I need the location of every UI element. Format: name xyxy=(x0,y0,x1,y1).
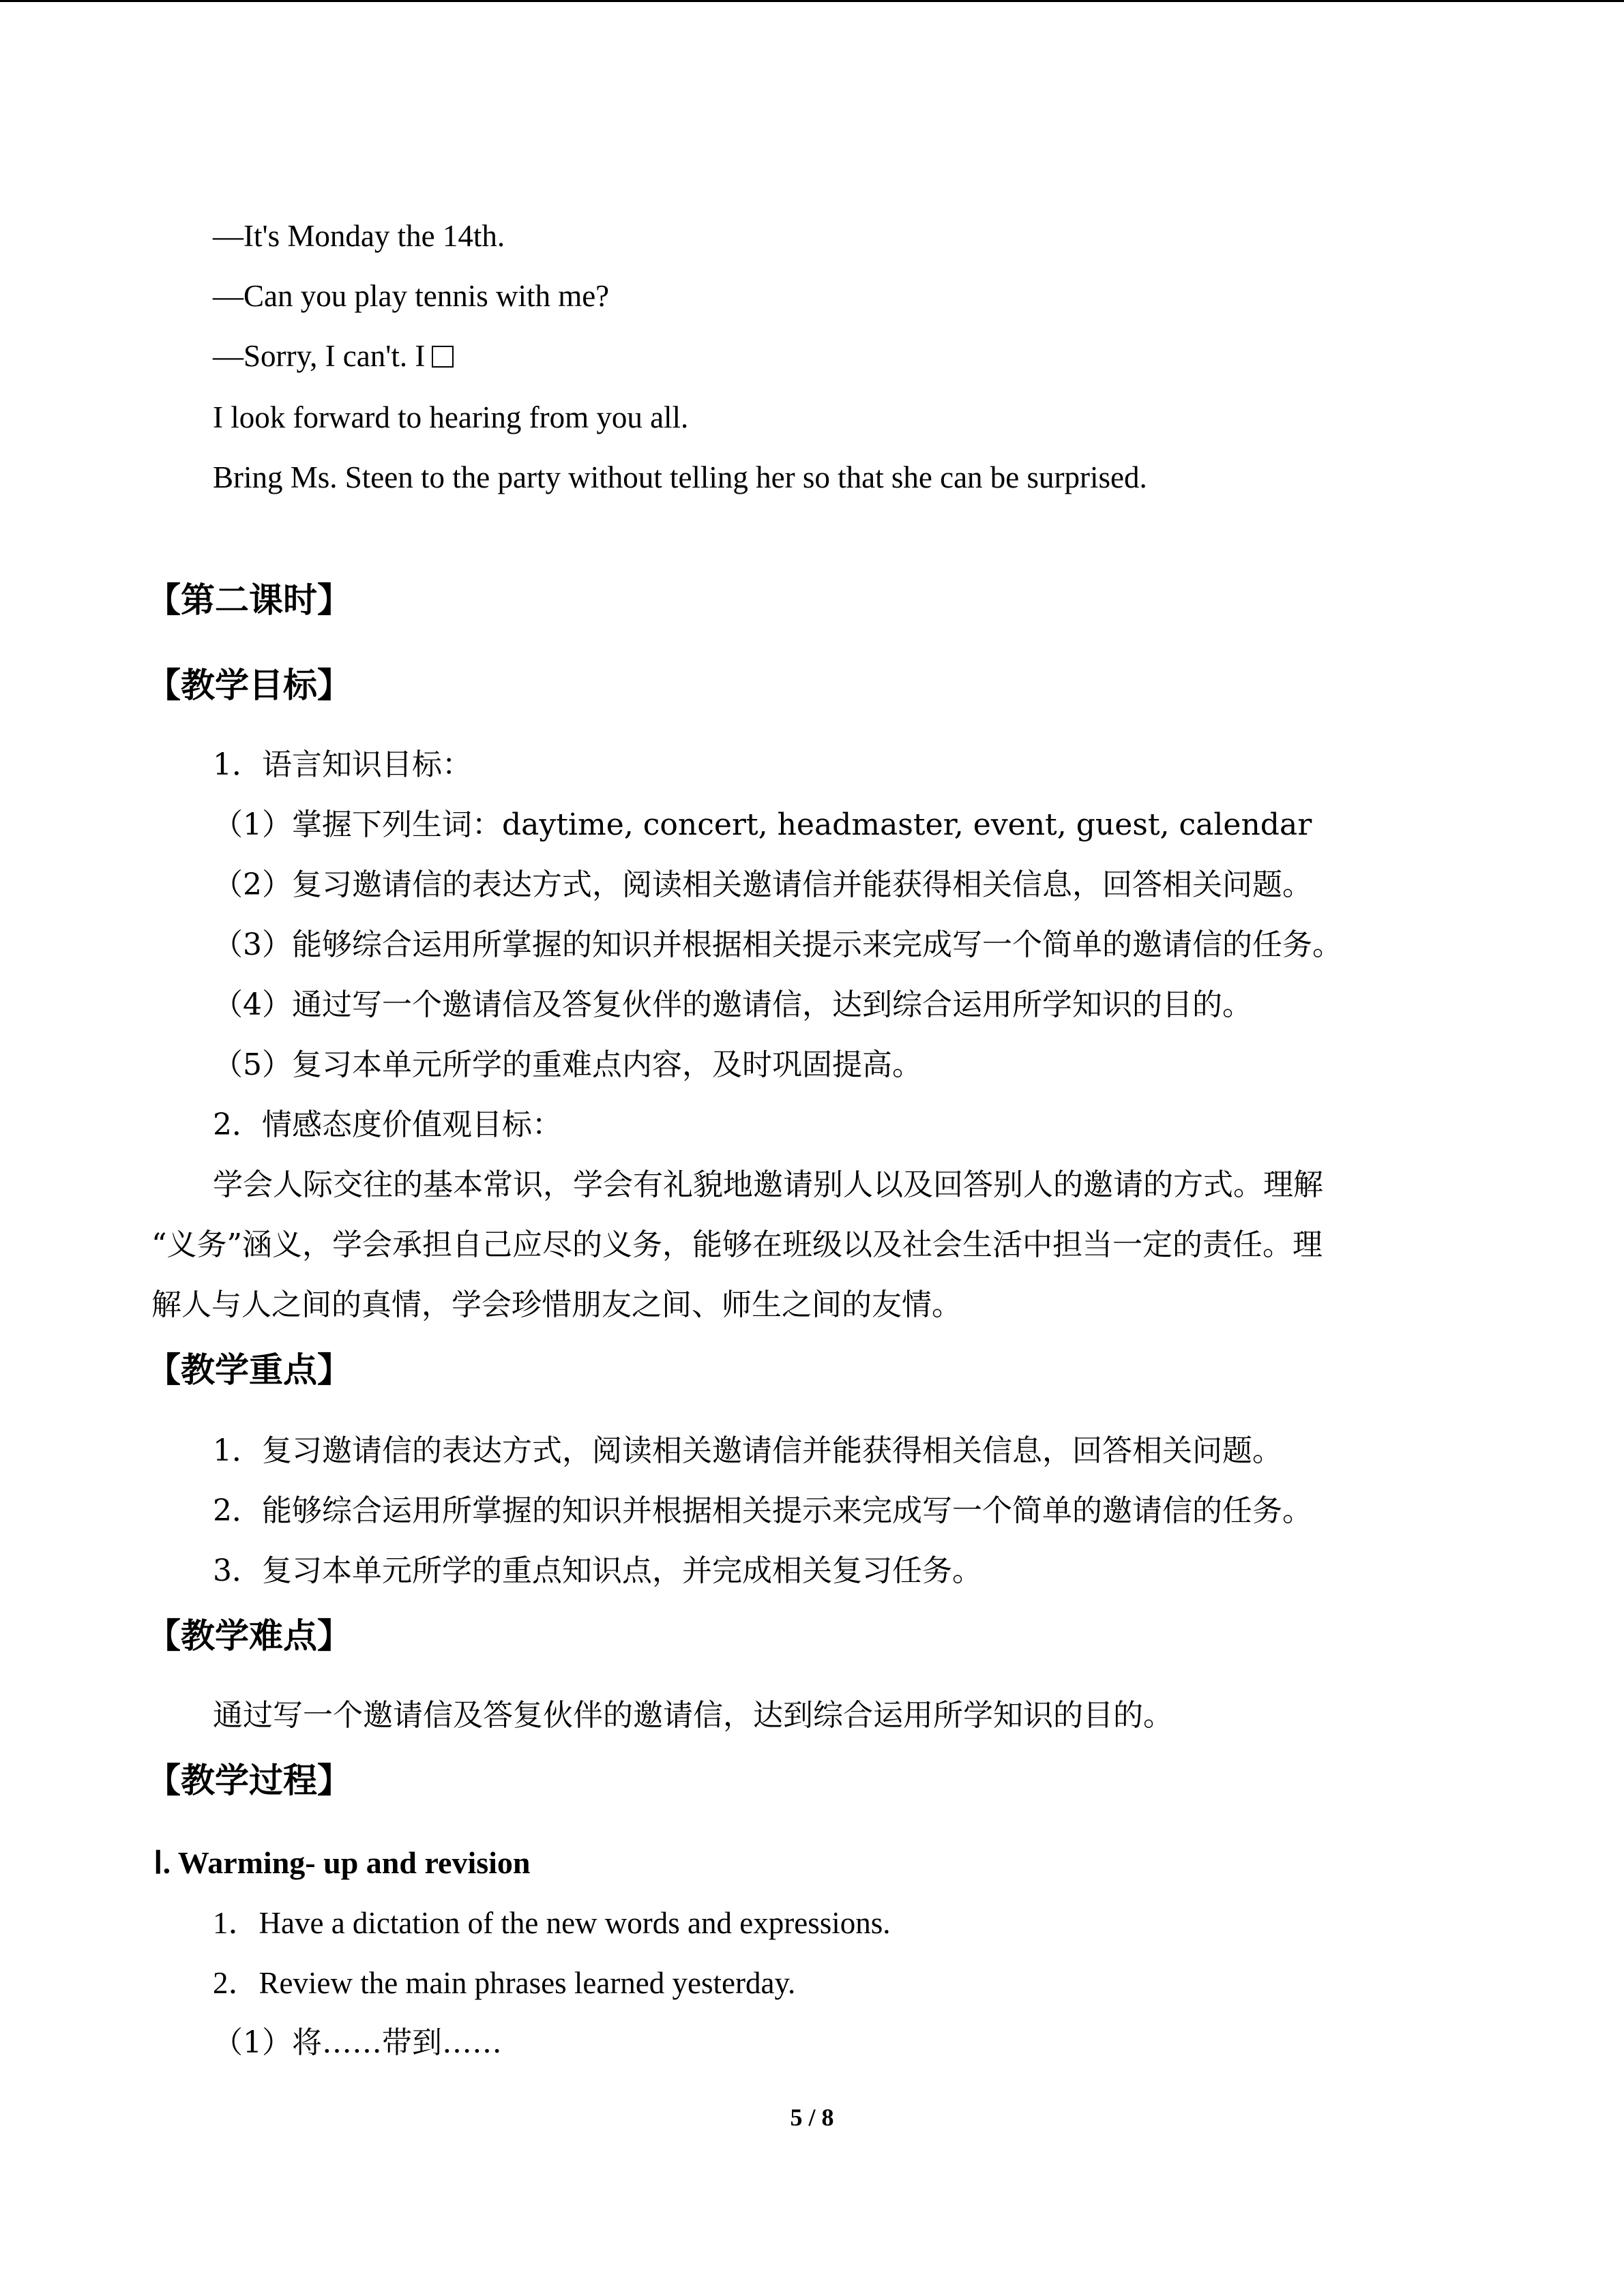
heading-objectives: 【教学目标】 xyxy=(147,666,351,705)
page-top-border xyxy=(0,0,1624,2)
objective-paragraph-line-1: 学会人际交往的基本常识，学会有礼貌地邀请别人以及回答别人的邀请的方式。理解 xyxy=(213,1167,1323,1202)
heading-difficulties: 【教学难点】 xyxy=(147,1616,351,1656)
difficulty-text: 通过写一个邀请信及答复伙伴的邀请信，达到综合运用所学知识的目的。 xyxy=(213,1698,1173,1733)
dialogue-line-1: —It's Monday the 14th. xyxy=(213,219,505,253)
dialogue-line-3 xyxy=(213,336,454,376)
process-item-1: 1．Have a dictation of the new words and expressions. xyxy=(213,1906,891,1940)
dialogue-line-5: Bring Ms. Steen to the party without telling her so that she can be surprised. xyxy=(213,460,1147,494)
objective-2-title: 2．情感态度价值观目标： xyxy=(213,1107,562,1142)
heading-key-points: 【教学重点】 xyxy=(147,1350,351,1390)
process-sub-1: （1）将……带到…… xyxy=(213,2025,502,2060)
objective-paragraph-line-2: “义务”涵义，学会承担自己应尽的义务，能够在班级以及社会生活中担当一定的责任。理 xyxy=(151,1227,1323,1262)
key-point-1: 1．复习邀请信的表达方式，阅读相关邀请信并能获得相关信息，回答相关问题。 xyxy=(213,1433,1282,1468)
page-number: 5 / 8 xyxy=(790,2104,834,2131)
key-point-2: 2．能够综合运用所掌握的知识并根据相关提示来完成写一个简单的邀请信的任务。 xyxy=(213,1493,1312,1528)
dialogue-line-3-text: —Sorry, I can't. I xyxy=(213,339,426,373)
heading-lesson-2: 【第二课时】 xyxy=(147,580,351,620)
objective-sub-1: （1）掌握下列生词：daytime, concert, headmaster, event, guest, calendar xyxy=(213,807,1312,842)
objective-1-title: 1．语言知识目标： xyxy=(213,747,472,782)
process-item-2: 2．Review the main phrases learned yesterday. xyxy=(213,1966,796,2000)
process-section-1-title: Ⅰ. Warming- up and revision xyxy=(153,1845,531,1880)
objective-sub-2: （2）复习邀请信的表达方式，阅读相关邀请信并能获得相关信息，回答相关问题。 xyxy=(213,867,1312,902)
key-point-3: 3．复习本单元所学的重点知识点，并完成相关复习任务。 xyxy=(213,1553,982,1588)
objective-sub-3: （3）能够综合运用所掌握的知识并根据相关提示来完成写一个简单的邀请信的任务。 xyxy=(213,927,1342,962)
objective-sub-5: （5）复习本单元所学的重难点内容，及时巩固提高。 xyxy=(213,1047,922,1082)
heading-process: 【教学过程】 xyxy=(147,1761,351,1800)
objective-paragraph-line-3: 解人与人之间的真情，学会珍惜朋友之间、师生之间的友情。 xyxy=(151,1287,962,1322)
missing-glyph-box-icon xyxy=(432,346,454,368)
objective-sub-4: （4）通过写一个邀请信及答复伙伴的邀请信，达到综合运用所学知识的目的。 xyxy=(213,987,1252,1022)
dialogue-line-2: —Can you play tennis with me? xyxy=(213,279,610,313)
dialogue-line-4: I look forward to hearing from you all. xyxy=(213,400,689,434)
